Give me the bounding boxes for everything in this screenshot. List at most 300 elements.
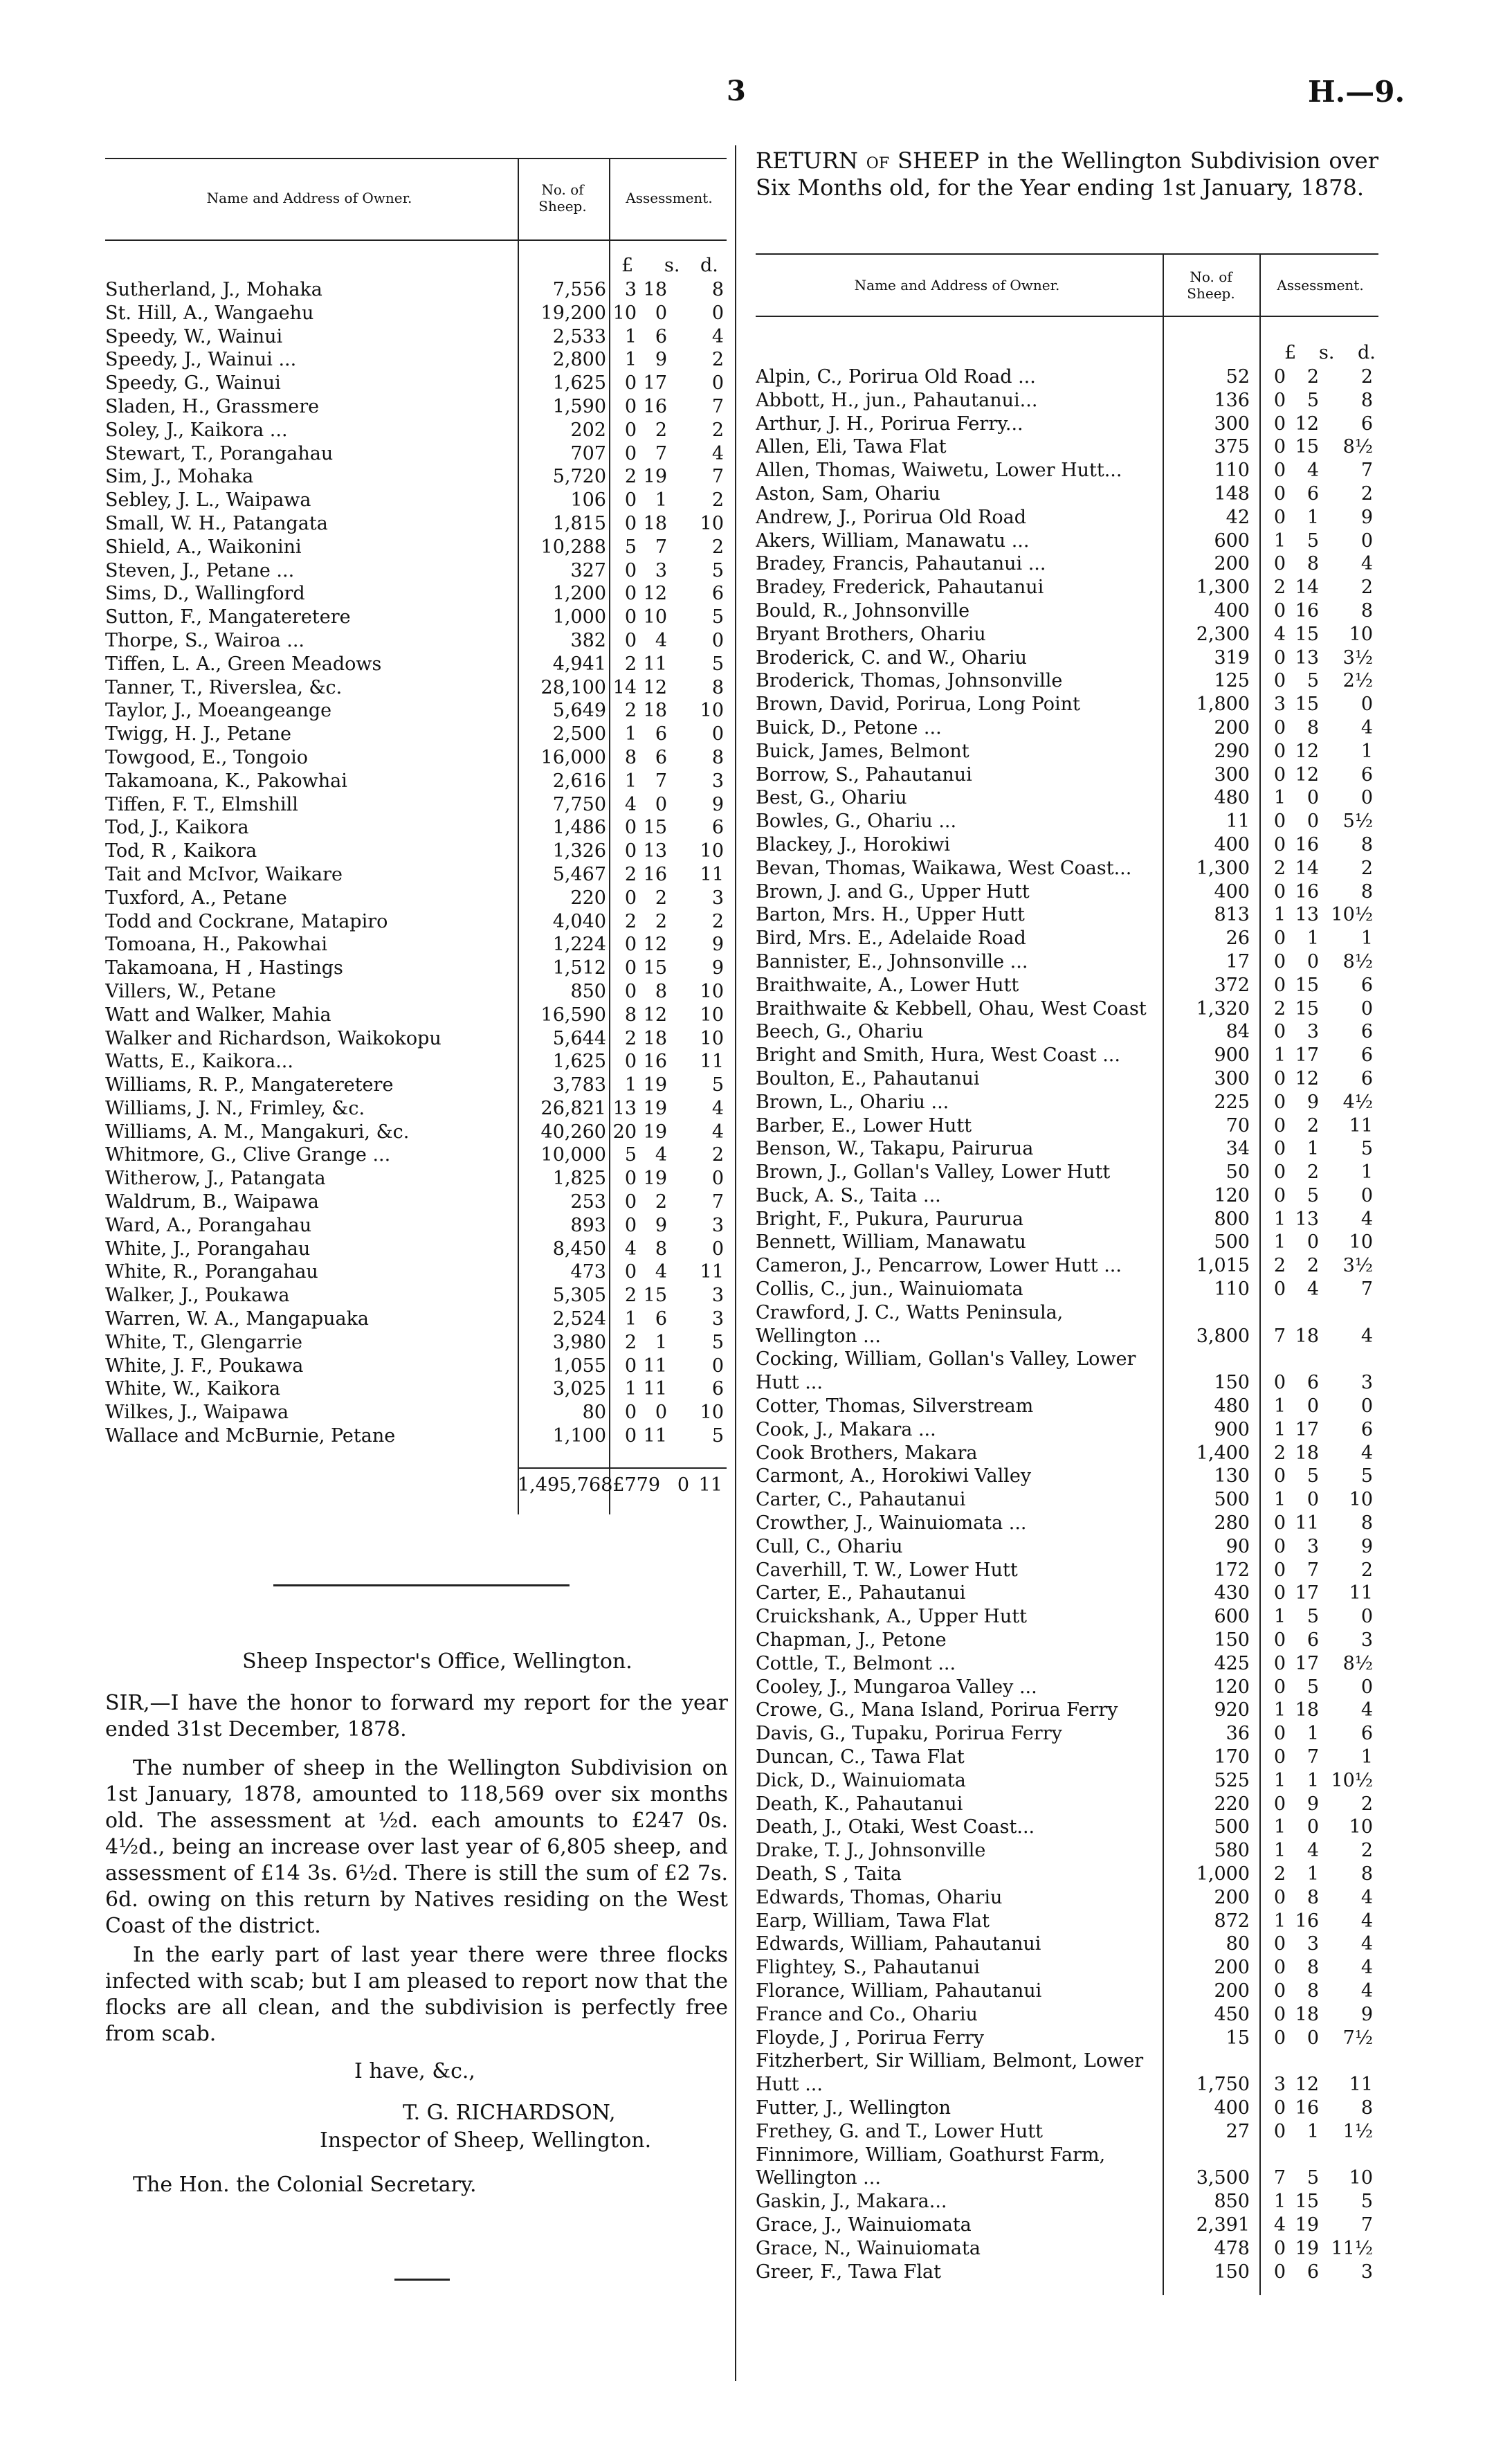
owner-name: White, J., Porangahau bbox=[105, 1238, 311, 1260]
assessment-pounds: 5 bbox=[624, 536, 637, 558]
sheep-count: 1,625 bbox=[552, 372, 606, 395]
assessment-shillings: 7 bbox=[1306, 1559, 1319, 1581]
sheep-count: 26 bbox=[1226, 927, 1250, 950]
right-table-row bbox=[756, 1535, 1378, 1559]
left-table-row bbox=[105, 653, 727, 676]
assessment-pounds: 0 bbox=[1273, 1278, 1286, 1301]
owner-name: Watts, E., Kaikora... bbox=[105, 1051, 293, 1073]
assessment-shillings: 18 bbox=[643, 279, 667, 300]
assessment-shillings: 17 bbox=[1295, 1044, 1319, 1067]
right-table-row bbox=[756, 2027, 1378, 2050]
left-table-row bbox=[105, 1214, 727, 1238]
assessment-pounds: 0 bbox=[624, 606, 637, 628]
assessment-pence: 6 bbox=[711, 1378, 724, 1400]
owner-name: Todd and Cockrane, Matapiro bbox=[105, 910, 388, 932]
assessment-pence: 6 bbox=[711, 583, 724, 605]
right-table-title-lead: RETURN of SHEEP bbox=[756, 147, 980, 174]
assessment-shillings: 13 bbox=[1295, 1208, 1319, 1230]
assessment-pounds: 0 bbox=[1273, 599, 1286, 622]
sheep-count: 5,649 bbox=[552, 700, 606, 722]
assessment-pounds: 0 bbox=[1273, 950, 1286, 972]
assessment-pence: 4 bbox=[1360, 1980, 1373, 2002]
assessment-pence: 4½ bbox=[1342, 1091, 1373, 1113]
assessment-pence: 2 bbox=[711, 536, 724, 558]
sheep-count: 1,625 bbox=[552, 1051, 606, 1073]
right-table-row bbox=[756, 1418, 1378, 1442]
assessment-pence: 0 bbox=[711, 1238, 724, 1260]
sheep-count: 10,288 bbox=[540, 536, 606, 558]
assessment-pence: 8 bbox=[1360, 880, 1373, 903]
right-table-row bbox=[756, 413, 1378, 436]
assessment-shillings: 3 bbox=[655, 559, 667, 581]
right-currency-pence: d. bbox=[1358, 342, 1376, 363]
assessment-shillings: 12 bbox=[1295, 413, 1319, 435]
assessment-shillings: 6 bbox=[655, 325, 667, 347]
assessment-pounds: 0 bbox=[1273, 2237, 1286, 2259]
left-table-row bbox=[105, 629, 727, 653]
assessment-shillings: 8 bbox=[1306, 1957, 1319, 1979]
right-table-row bbox=[756, 1465, 1378, 1488]
letter-paragraph-1-text: —I have the honor to forward my report for the year ended 31st December, 1878. bbox=[105, 1691, 728, 1741]
right-table-row bbox=[756, 1839, 1378, 1863]
right-table-row bbox=[756, 529, 1378, 553]
assessment-pence: 11 bbox=[1349, 2074, 1373, 2096]
assessment-pence: 10 bbox=[1349, 1816, 1373, 1838]
assessment-pounds: 1 bbox=[624, 1378, 637, 1400]
assessment-shillings: 19 bbox=[643, 466, 667, 488]
assessment-pence: 9 bbox=[711, 793, 724, 815]
sheep-count: 5,644 bbox=[552, 1027, 606, 1049]
assessment-pence: 10 bbox=[1349, 1489, 1373, 1511]
assessment-shillings: 13 bbox=[1295, 904, 1319, 926]
assessment-pounds: 0 bbox=[1273, 763, 1286, 786]
owner-name: Earp, William, Tawa Flat bbox=[756, 1910, 990, 1932]
assessment-pence: 10 bbox=[1349, 623, 1373, 645]
sheep-count: 136 bbox=[1214, 389, 1250, 411]
assessment-shillings: 2 bbox=[655, 910, 667, 932]
assessment-pounds: 7 bbox=[1273, 1325, 1286, 1347]
assessment-pounds: 0 bbox=[1273, 2027, 1286, 2049]
right-table-row bbox=[756, 482, 1378, 506]
owner-name: Wilkes, J., Waipawa bbox=[105, 1402, 289, 1424]
assessment-pounds: 1 bbox=[1273, 1044, 1286, 1067]
assessment-pounds: 0 bbox=[1273, 833, 1286, 856]
left-table-row bbox=[105, 1355, 727, 1378]
owner-name: Beech, G., Ohariu bbox=[756, 1021, 924, 1043]
sheep-count: 280 bbox=[1214, 1512, 1250, 1535]
assessment-shillings: 4 bbox=[655, 1144, 667, 1166]
assessment-pence: 2 bbox=[711, 1144, 724, 1166]
owner-name: Cocking, William, Gollan's Valley, Lower Hutt ... bbox=[756, 1348, 1136, 1394]
sheep-count: 2,391 bbox=[1196, 2214, 1250, 2236]
assessment-shillings: 19 bbox=[1295, 2214, 1319, 2236]
assessment-shillings: 5 bbox=[1306, 670, 1319, 692]
owner-name: Andrew, J., Porirua Old Road bbox=[756, 506, 1027, 528]
owner-name: Carter, E., Pahautanui bbox=[756, 1582, 966, 1604]
assessment-pence: 8½ bbox=[1342, 436, 1373, 458]
sheep-count: 500 bbox=[1214, 1489, 1250, 1511]
right-table-row bbox=[756, 1067, 1378, 1091]
owner-name: Speedy, W., Wainui bbox=[105, 325, 283, 347]
assessment-pence: 8 bbox=[1360, 1863, 1373, 1885]
left-table-row bbox=[105, 442, 727, 466]
assessment-pence: 6 bbox=[711, 817, 724, 839]
assessment-pounds: 2 bbox=[1273, 1442, 1286, 1464]
right-table-row bbox=[756, 389, 1378, 413]
owner-name: Tiffen, L. A., Green Meadows bbox=[105, 653, 382, 675]
owner-name: Bennett, William, Manawatu bbox=[756, 1231, 1026, 1253]
assessment-shillings: 3 bbox=[1306, 1535, 1319, 1557]
sheep-count: 200 bbox=[1214, 1980, 1250, 2002]
letter-salutation: SIR, bbox=[105, 1691, 150, 1715]
sheep-count: 3,980 bbox=[552, 1331, 606, 1353]
assessment-pounds: 1 bbox=[1273, 1208, 1286, 1230]
assessment-pence: 10 bbox=[700, 1402, 724, 1424]
assessment-pounds: 2 bbox=[624, 700, 637, 722]
assessment-pounds: 0 bbox=[1273, 482, 1286, 505]
sheep-count: 220 bbox=[1214, 1793, 1250, 1815]
assessment-pounds: 0 bbox=[1273, 1746, 1286, 1768]
assessment-pence: 11 bbox=[700, 863, 724, 885]
sheep-count: 11 bbox=[1226, 811, 1250, 833]
assessment-pence: 5 bbox=[711, 606, 724, 628]
assessment-pence: 4 bbox=[711, 325, 724, 347]
assessment-pounds: 4 bbox=[624, 1238, 637, 1260]
assessment-pence: 7 bbox=[711, 1191, 724, 1213]
sheep-count: 16,000 bbox=[540, 746, 606, 768]
sheep-count: 893 bbox=[570, 1214, 606, 1236]
sheep-count: 5,467 bbox=[552, 863, 606, 885]
right-header-sheep: No. of Sheep. bbox=[1187, 269, 1235, 302]
assessment-pence: 10 bbox=[700, 840, 724, 862]
assessment-pence: 0 bbox=[1360, 997, 1373, 1020]
assessment-shillings: 0 bbox=[1306, 1395, 1319, 1418]
assessment-shillings: 0 bbox=[655, 1402, 667, 1424]
assessment-pounds: 1 bbox=[624, 1074, 637, 1096]
left-table-row bbox=[105, 395, 727, 419]
assessment-pounds: 8 bbox=[624, 1004, 637, 1026]
sheep-count: 3,783 bbox=[552, 1074, 606, 1096]
assessment-pence: 10 bbox=[700, 980, 724, 1002]
owner-name: Borrow, S., Pahautanui bbox=[756, 763, 972, 786]
assessment-pounds: 14 bbox=[612, 676, 637, 698]
assessment-shillings: 0 bbox=[1306, 811, 1319, 833]
assessment-shillings: 15 bbox=[1295, 436, 1319, 458]
sheep-count: 600 bbox=[1214, 1606, 1250, 1628]
assessment-shillings: 12 bbox=[1295, 763, 1319, 786]
assessment-pence: 9 bbox=[1360, 1535, 1373, 1557]
owner-name: Speedy, J., Wainui ... bbox=[105, 349, 297, 371]
owner-name: Sutherland, J., Mohaka bbox=[105, 279, 322, 300]
assessment-pounds: 5 bbox=[624, 1144, 637, 1166]
sheep-count: 4,040 bbox=[552, 910, 606, 932]
page-number: 3 bbox=[727, 75, 746, 107]
assessment-pounds: 0 bbox=[1273, 1957, 1286, 1979]
assessment-shillings: 5 bbox=[1306, 2167, 1319, 2189]
assessment-pounds: 0 bbox=[624, 934, 637, 956]
assessment-pence: 11½ bbox=[1331, 2237, 1373, 2259]
assessment-pounds: 0 bbox=[624, 887, 637, 909]
right-table-top-rule bbox=[756, 253, 1378, 255]
assessment-pence: 2 bbox=[1360, 482, 1373, 505]
assessment-pence: 3 bbox=[711, 1308, 724, 1330]
assessment-pounds: 10 bbox=[612, 302, 637, 324]
owner-name: Cottle, T., Belmont ... bbox=[756, 1652, 956, 1674]
assessment-pounds: 0 bbox=[1273, 389, 1286, 411]
right-table-row bbox=[756, 1348, 1378, 1395]
left-table-row bbox=[105, 746, 727, 770]
assessment-pounds: 2 bbox=[1273, 857, 1286, 879]
left-table-rows bbox=[105, 278, 727, 1448]
right-table-row bbox=[756, 2214, 1378, 2237]
assessment-shillings: 17 bbox=[643, 372, 667, 395]
owner-name: Gaskin, J., Makara... bbox=[756, 2191, 947, 2213]
owner-name: Walker, J., Poukawa bbox=[105, 1285, 290, 1307]
assessment-pence: 3 bbox=[1360, 1372, 1373, 1394]
sheep-count: 70 bbox=[1226, 1114, 1250, 1137]
assessment-pence: 8 bbox=[1360, 599, 1373, 622]
sheep-count: 170 bbox=[1214, 1746, 1250, 1768]
owner-name: Bevan, Thomas, Waikawa, West Coast... bbox=[756, 857, 1132, 879]
assessment-pounds: 0 bbox=[1273, 1629, 1286, 1651]
sheep-count: 40,260 bbox=[540, 1121, 606, 1143]
assessment-pounds: 0 bbox=[624, 1261, 637, 1283]
assessment-shillings: 8 bbox=[655, 1238, 667, 1260]
assessment-pounds: 3 bbox=[1273, 694, 1286, 716]
assessment-shillings: 5 bbox=[1306, 1606, 1319, 1628]
owner-name: Arthur, J. H., Porirua Ferry... bbox=[756, 413, 1023, 435]
sheep-count: 327 bbox=[570, 559, 606, 581]
assessment-shillings: 6 bbox=[655, 1308, 667, 1330]
sheep-count: 813 bbox=[1214, 904, 1250, 926]
assessment-pence: 0 bbox=[1360, 1676, 1373, 1698]
assessment-pence: 2 bbox=[711, 349, 724, 371]
left-table-row bbox=[105, 465, 727, 489]
right-table-row bbox=[756, 1395, 1378, 1418]
right-table-row bbox=[756, 365, 1378, 389]
sheep-count: 1,300 bbox=[1196, 857, 1250, 879]
assessment-pence: 4 bbox=[1360, 1957, 1373, 1979]
assessment-pence: 2 bbox=[711, 489, 724, 512]
right-table-row bbox=[756, 1629, 1378, 1652]
owner-name: Allen, Thomas, Waiwetu, Lower Hutt... bbox=[756, 460, 1122, 482]
sheep-count: 2,500 bbox=[552, 723, 606, 745]
assessment-shillings: 10 bbox=[643, 606, 667, 628]
assessment-shillings: 6 bbox=[1306, 1629, 1319, 1651]
assessment-pounds: 0 bbox=[624, 980, 637, 1002]
right-table-row bbox=[756, 435, 1378, 459]
assessment-pounds: 7 bbox=[1273, 2167, 1286, 2189]
assessment-pounds: 0 bbox=[1273, 1114, 1286, 1137]
owner-name: St. Hill, A., Wangaehu bbox=[105, 302, 314, 324]
assessment-pence: 3½ bbox=[1342, 646, 1373, 669]
sheep-count: 27 bbox=[1226, 2120, 1250, 2142]
sheep-count: 800 bbox=[1214, 1208, 1250, 1230]
left-table-row bbox=[105, 1424, 727, 1448]
owner-name: Crowe, G., Mana Island, Porirua Ferry bbox=[756, 1699, 1118, 1721]
assessment-pounds: 0 bbox=[624, 512, 637, 534]
right-table-row bbox=[756, 1114, 1378, 1138]
assessment-shillings: 18 bbox=[1295, 1699, 1319, 1721]
assessment-pounds: 0 bbox=[1273, 1559, 1286, 1581]
left-currency-pence: d. bbox=[700, 255, 718, 276]
assessment-pence: 0 bbox=[711, 629, 724, 651]
assessment-shillings: 7 bbox=[655, 770, 667, 792]
assessment-pounds: 0 bbox=[1273, 1067, 1286, 1089]
right-table-row bbox=[756, 693, 1378, 716]
owner-name: Death, K., Pahautanui bbox=[756, 1793, 963, 1815]
sheep-count: 253 bbox=[570, 1191, 606, 1213]
owner-name: Best, G., Ohariu bbox=[756, 787, 907, 809]
right-table-row bbox=[756, 1020, 1378, 1044]
assessment-pounds: 0 bbox=[624, 395, 637, 417]
sheep-count: 1,815 bbox=[552, 512, 606, 534]
owner-name: Edwards, Thomas, Ohariu bbox=[756, 1886, 1003, 1908]
sheep-count: 42 bbox=[1226, 506, 1250, 528]
right-table-row bbox=[756, 1442, 1378, 1465]
assessment-shillings: 2 bbox=[1306, 1114, 1319, 1137]
assessment-shillings: 18 bbox=[1295, 1325, 1319, 1347]
left-table-row bbox=[105, 863, 727, 887]
sheep-count: 920 bbox=[1214, 1699, 1250, 1721]
sheep-count: 202 bbox=[570, 419, 606, 441]
assessment-pounds: 0 bbox=[1273, 553, 1286, 575]
assessment-pence: 9 bbox=[711, 957, 724, 979]
assessment-shillings: 12 bbox=[1295, 740, 1319, 762]
owner-name: Twigg, H. J., Petane bbox=[105, 723, 291, 745]
sheep-count: 52 bbox=[1226, 366, 1250, 388]
left-header-name: Name and Address of Owner. bbox=[206, 190, 412, 206]
owner-name: Sutton, F., Mangateretere bbox=[105, 606, 351, 628]
assessment-shillings: 1 bbox=[1306, 1769, 1319, 1791]
assessment-pence: 10 bbox=[700, 700, 724, 722]
left-table-row bbox=[105, 348, 727, 372]
assessment-shillings: 18 bbox=[643, 512, 667, 534]
sheep-count: 2,800 bbox=[552, 349, 606, 371]
assessment-shillings: 7 bbox=[655, 442, 667, 464]
right-table-row bbox=[756, 2237, 1378, 2261]
assessment-pounds: 0 bbox=[1273, 1886, 1286, 1908]
sheep-count: 400 bbox=[1214, 833, 1250, 856]
assessment-pounds: 1 bbox=[1273, 1606, 1286, 1628]
assessment-pounds: 0 bbox=[1273, 1021, 1286, 1043]
left-table-row bbox=[105, 1331, 727, 1355]
owner-name: Collis, C., jun., Wainuiomata bbox=[756, 1278, 1023, 1301]
assessment-pence: 9 bbox=[1360, 506, 1373, 528]
assessment-shillings: 12 bbox=[1295, 1067, 1319, 1089]
sheep-count: 400 bbox=[1214, 880, 1250, 903]
owner-name: Chapman, J., Petone bbox=[756, 1629, 947, 1651]
letter-addressee: The Hon. the Colonial Secretary. bbox=[133, 2173, 477, 2197]
owner-name: Villers, W., Petane bbox=[105, 980, 276, 1002]
sheep-count: 850 bbox=[1214, 2191, 1250, 2213]
left-total-pence: 11 bbox=[698, 1474, 722, 1496]
assessment-pence: 1 bbox=[1360, 1746, 1373, 1768]
assessment-shillings: 17 bbox=[1295, 1418, 1319, 1440]
assessment-shillings: 2 bbox=[1306, 1255, 1319, 1277]
right-currency-pounds: £ bbox=[1284, 342, 1297, 363]
assessment-shillings: 17 bbox=[1295, 1652, 1319, 1674]
assessment-pence: 5 bbox=[1360, 1465, 1373, 1487]
assessment-pence: 5 bbox=[711, 653, 724, 675]
sheep-count: 120 bbox=[1214, 1676, 1250, 1698]
assessment-pounds: 0 bbox=[1273, 811, 1286, 833]
owner-name: Cull, C., Ohariu bbox=[756, 1535, 903, 1557]
assessment-pence: 9 bbox=[1360, 2003, 1373, 2025]
assessment-pounds: 0 bbox=[1273, 2097, 1286, 2119]
right-table-row bbox=[756, 1512, 1378, 1535]
assessment-pence: 0 bbox=[1360, 1184, 1373, 1206]
assessment-pounds: 0 bbox=[1273, 1372, 1286, 1394]
left-table-row bbox=[105, 910, 727, 934]
owner-name: Bannister, E., Johnsonville ... bbox=[756, 950, 1028, 972]
assessment-pounds: 2 bbox=[624, 863, 637, 885]
assessment-shillings: 14 bbox=[1295, 857, 1319, 879]
assessment-shillings: 1 bbox=[1306, 2120, 1319, 2142]
assessment-pence: 0 bbox=[711, 723, 724, 745]
assessment-shillings: 16 bbox=[1295, 1910, 1319, 1932]
owner-name: Akers, William, Manawatu ... bbox=[756, 529, 1030, 552]
assessment-pence: 6 bbox=[1360, 1021, 1373, 1043]
assessment-shillings: 16 bbox=[643, 1051, 667, 1073]
left-total-shillings: 0 bbox=[677, 1474, 689, 1496]
sheep-count: 1,326 bbox=[552, 840, 606, 862]
assessment-pence: 2 bbox=[711, 419, 724, 441]
right-table-row bbox=[756, 1184, 1378, 1208]
assessment-pounds: 0 bbox=[1273, 1652, 1286, 1674]
assessment-pounds: 8 bbox=[624, 746, 637, 768]
assessment-pounds: 1 bbox=[1273, 2191, 1286, 2213]
assessment-pounds: 0 bbox=[1273, 1676, 1286, 1698]
assessment-shillings: 9 bbox=[655, 349, 667, 371]
sheep-count: 500 bbox=[1214, 1231, 1250, 1253]
sheep-count: 525 bbox=[1214, 1769, 1250, 1791]
assessment-shillings: 6 bbox=[1306, 2261, 1319, 2283]
right-table-row bbox=[756, 857, 1378, 880]
assessment-pence: 4 bbox=[1360, 553, 1373, 575]
assessment-pence: 8 bbox=[1360, 2097, 1373, 2119]
assessment-shillings: 4 bbox=[1306, 1840, 1319, 1862]
assessment-shillings: 13 bbox=[643, 840, 667, 862]
assessment-shillings: 7 bbox=[1306, 1746, 1319, 1768]
right-table-title-rest: in the Wellington Subdivision over Six Months old, for the Year ending 1st January, 1878. bbox=[756, 147, 1378, 201]
assessment-pence: 3½ bbox=[1342, 1255, 1373, 1277]
owner-name: Brown, David, Porirua, Long Point bbox=[756, 694, 1080, 716]
right-table-row bbox=[756, 1582, 1378, 1605]
assessment-pence: 11 bbox=[1349, 1114, 1373, 1137]
owner-name: Speedy, G., Wainui bbox=[105, 372, 281, 395]
assessment-pence: 0 bbox=[1360, 694, 1373, 716]
owner-name: Florance, William, Pahautanui bbox=[756, 1980, 1042, 2002]
left-table-row bbox=[105, 606, 727, 629]
owner-name: Sims, D., Wallingford bbox=[105, 583, 305, 605]
letter-paragraph-1 bbox=[105, 1690, 728, 1743]
left-header-sheep: No. of Sheep. bbox=[538, 181, 587, 215]
sheep-count: 84 bbox=[1226, 1021, 1250, 1043]
assessment-shillings: 13 bbox=[1295, 646, 1319, 669]
owner-name: Williams, R. P., Mangateretere bbox=[105, 1074, 394, 1096]
assessment-pence: 8 bbox=[1360, 1512, 1373, 1535]
assessment-pounds: 3 bbox=[624, 279, 637, 300]
owner-name: Boulton, E., Pahautanui bbox=[756, 1067, 980, 1089]
owner-name: Broderick, C. and W., Ohariu bbox=[756, 646, 1028, 669]
owner-name: Bradey, Frederick, Pahautanui bbox=[756, 577, 1044, 599]
sheep-count: 2,533 bbox=[552, 325, 606, 347]
left-total-pounds: £779 bbox=[612, 1474, 660, 1496]
assessment-shillings: 2 bbox=[1306, 366, 1319, 388]
owner-name: Towgood, E., Tongoio bbox=[105, 746, 308, 768]
left-table-row bbox=[105, 770, 727, 793]
